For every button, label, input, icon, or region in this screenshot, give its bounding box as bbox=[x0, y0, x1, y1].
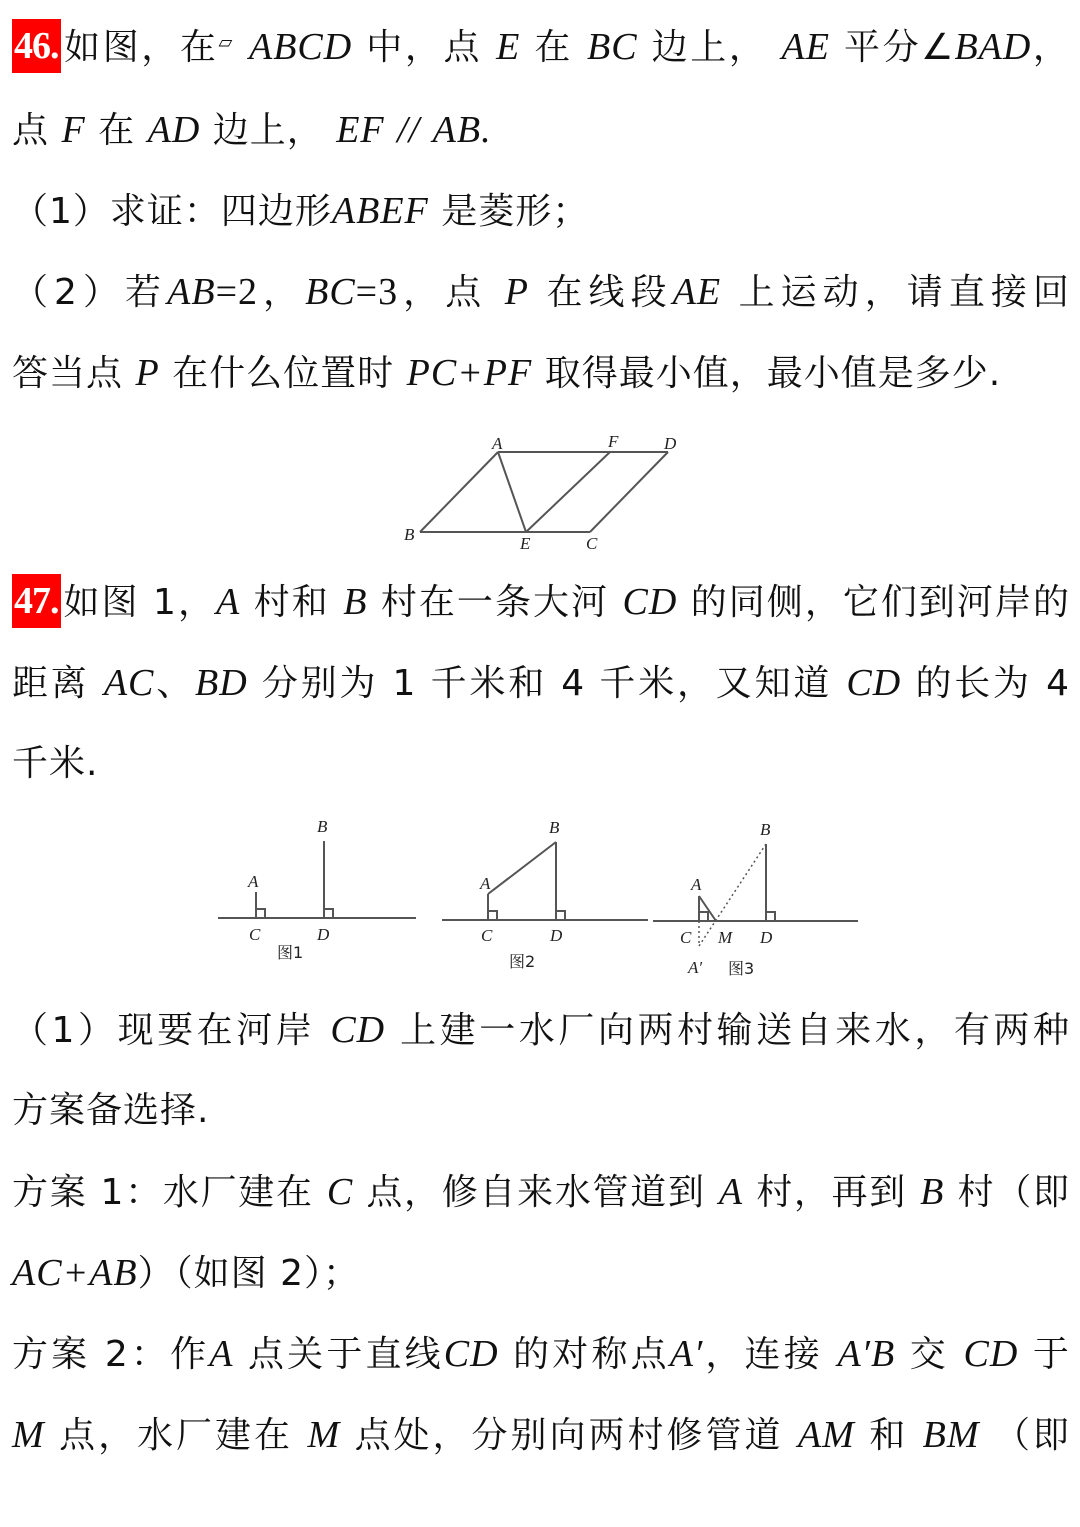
math: AD bbox=[147, 109, 201, 151]
label-A: A bbox=[492, 434, 503, 453]
math: ABEF bbox=[331, 190, 429, 232]
label-C: C bbox=[680, 928, 692, 947]
math: CD bbox=[622, 581, 678, 623]
math: AC+AB bbox=[12, 1252, 138, 1294]
math: A′ bbox=[669, 1333, 704, 1375]
math: A bbox=[718, 1171, 744, 1213]
math: P bbox=[504, 271, 529, 313]
q47-line1 bbox=[12, 577, 1070, 631]
text: 如图 1， bbox=[62, 582, 216, 623]
math: . bbox=[481, 109, 492, 151]
math: 2 bbox=[238, 271, 258, 313]
text: 取得最小值，最小值是多少. bbox=[544, 353, 1002, 394]
math: AE bbox=[781, 26, 830, 68]
label-B: B bbox=[404, 525, 415, 544]
text: 边上， bbox=[212, 110, 324, 151]
text: 于 bbox=[1032, 1334, 1070, 1375]
label-A: A bbox=[480, 874, 491, 893]
math: BD bbox=[195, 662, 248, 704]
math: E bbox=[496, 26, 521, 68]
label-C: C bbox=[586, 534, 598, 553]
river-figures bbox=[210, 810, 870, 990]
math: BAD bbox=[954, 26, 1032, 68]
math: CD bbox=[846, 662, 902, 704]
text: 上建一水厂向两村输送自来水，有两种 bbox=[400, 1010, 1070, 1051]
figure-caption-2: 图2 bbox=[509, 952, 536, 971]
parallelogram-figure bbox=[390, 425, 700, 555]
q47-line3 bbox=[12, 740, 1070, 788]
math: CD bbox=[443, 1333, 499, 1375]
text: 点 bbox=[12, 110, 50, 151]
text: 是菱形； bbox=[441, 191, 590, 232]
math: AB bbox=[432, 109, 482, 151]
q46-line2 bbox=[12, 106, 1070, 155]
math: M bbox=[12, 1414, 45, 1456]
text: （即 bbox=[993, 1415, 1070, 1456]
text: ，连接 bbox=[703, 1334, 823, 1375]
text: 在什么位置时 bbox=[172, 353, 395, 394]
text: 点处，分别向两村修管道 bbox=[354, 1415, 784, 1456]
figure-caption-3: 图3 bbox=[728, 959, 755, 978]
text: 如图，在 bbox=[62, 27, 219, 68]
label-D: D bbox=[317, 925, 330, 944]
q46-part2a bbox=[12, 268, 1070, 317]
label-B: B bbox=[549, 818, 560, 837]
figure-caption-1: 图1 bbox=[277, 943, 304, 962]
math: AE bbox=[672, 271, 722, 313]
math: AM bbox=[797, 1414, 855, 1456]
math: = bbox=[355, 271, 379, 313]
q47-plan1a bbox=[12, 1168, 1070, 1217]
math: BM bbox=[922, 1414, 980, 1456]
math: // bbox=[397, 109, 421, 151]
text: 在 bbox=[534, 27, 573, 68]
label-A: A bbox=[691, 875, 702, 894]
text: 方案 1：水厂建在 bbox=[12, 1172, 314, 1213]
text: 村，再到 bbox=[756, 1172, 908, 1213]
math: 3 bbox=[378, 271, 399, 313]
math: A bbox=[215, 581, 241, 623]
q46-part1 bbox=[12, 187, 1070, 236]
text: 村在一条大河 bbox=[380, 582, 610, 623]
text: 方案 2：作 bbox=[12, 1334, 210, 1375]
math: PC+PF bbox=[406, 352, 533, 394]
math: EF bbox=[336, 109, 385, 151]
text: 村（即 bbox=[957, 1172, 1070, 1213]
math: CD bbox=[330, 1009, 386, 1051]
question-number-badge: 47. bbox=[12, 574, 61, 628]
q46-line1 bbox=[12, 22, 1070, 76]
text: 答当点 bbox=[12, 353, 124, 394]
math: AB bbox=[167, 271, 216, 313]
math: ABCD bbox=[249, 26, 353, 68]
text: 边上， bbox=[651, 27, 768, 68]
text: （2）若 bbox=[12, 272, 168, 313]
q47-line2 bbox=[12, 659, 1070, 708]
text: ， bbox=[258, 272, 306, 313]
label-A: A bbox=[248, 872, 259, 891]
label-B: B bbox=[317, 817, 328, 836]
q47-part1a bbox=[12, 1006, 1070, 1055]
text: 中，点 bbox=[366, 27, 483, 68]
text: 、 bbox=[154, 663, 195, 704]
text: 点关于直线 bbox=[248, 1334, 444, 1375]
label-F: F bbox=[608, 432, 619, 451]
text: 点，水厂建在 bbox=[59, 1415, 294, 1456]
text: 点，修自来水管道到 bbox=[366, 1172, 706, 1213]
text: 在 bbox=[98, 110, 136, 151]
math: CD bbox=[963, 1333, 1019, 1375]
math: BC bbox=[305, 271, 356, 313]
text: 分别为 1 千米和 4 千米，又知道 bbox=[261, 663, 833, 704]
text: 交 bbox=[909, 1334, 949, 1375]
text: 平分∠ bbox=[843, 27, 955, 68]
text: ）（如图 2）； bbox=[137, 1253, 360, 1294]
math: = bbox=[215, 271, 238, 313]
label-M: M bbox=[718, 928, 733, 947]
label-C: C bbox=[249, 925, 261, 944]
text: 的长为 4 bbox=[915, 663, 1070, 704]
text: （1）现要在河岸 bbox=[12, 1010, 316, 1051]
text: 千米. bbox=[12, 743, 99, 784]
text: 的对称点 bbox=[513, 1334, 670, 1375]
math: BC bbox=[587, 26, 638, 68]
q46-part2b bbox=[12, 349, 1070, 398]
label-D: D bbox=[760, 928, 773, 947]
text: ，点 bbox=[398, 272, 488, 313]
q47-part1b bbox=[12, 1087, 1070, 1135]
text: 村和 bbox=[253, 582, 330, 623]
text: 距离 bbox=[12, 663, 90, 704]
text: 和 bbox=[869, 1415, 909, 1456]
label-D: D bbox=[550, 926, 563, 945]
q47-plan2a bbox=[12, 1330, 1070, 1379]
label-C: C bbox=[481, 926, 493, 945]
label-E: E bbox=[520, 534, 531, 553]
text: 的同侧，它们到河岸的 bbox=[690, 582, 1070, 623]
math: A bbox=[209, 1333, 234, 1375]
text: （1）求证：四边形 bbox=[12, 191, 332, 232]
text: 在线段 bbox=[546, 272, 673, 313]
q47-plan2b bbox=[12, 1411, 1070, 1460]
parallelogram-icon: ▱ bbox=[218, 32, 235, 53]
math: P bbox=[135, 352, 160, 394]
label-A-prime: A′ bbox=[688, 958, 703, 977]
text: 上运动，请直接回 bbox=[738, 272, 1070, 313]
q47-plan1b bbox=[12, 1249, 1070, 1298]
text: ， bbox=[1031, 27, 1070, 68]
question-number-badge: 46. bbox=[12, 19, 61, 73]
math: B bbox=[920, 1171, 945, 1213]
label-B: B bbox=[760, 820, 771, 839]
math: B bbox=[343, 581, 368, 623]
label-D: D bbox=[664, 434, 677, 453]
math: C bbox=[326, 1171, 354, 1213]
math: M bbox=[307, 1414, 341, 1456]
math: A′B bbox=[837, 1333, 896, 1375]
text: 方案备选择. bbox=[12, 1090, 210, 1131]
math: F bbox=[61, 109, 86, 151]
math: AC bbox=[103, 662, 155, 704]
